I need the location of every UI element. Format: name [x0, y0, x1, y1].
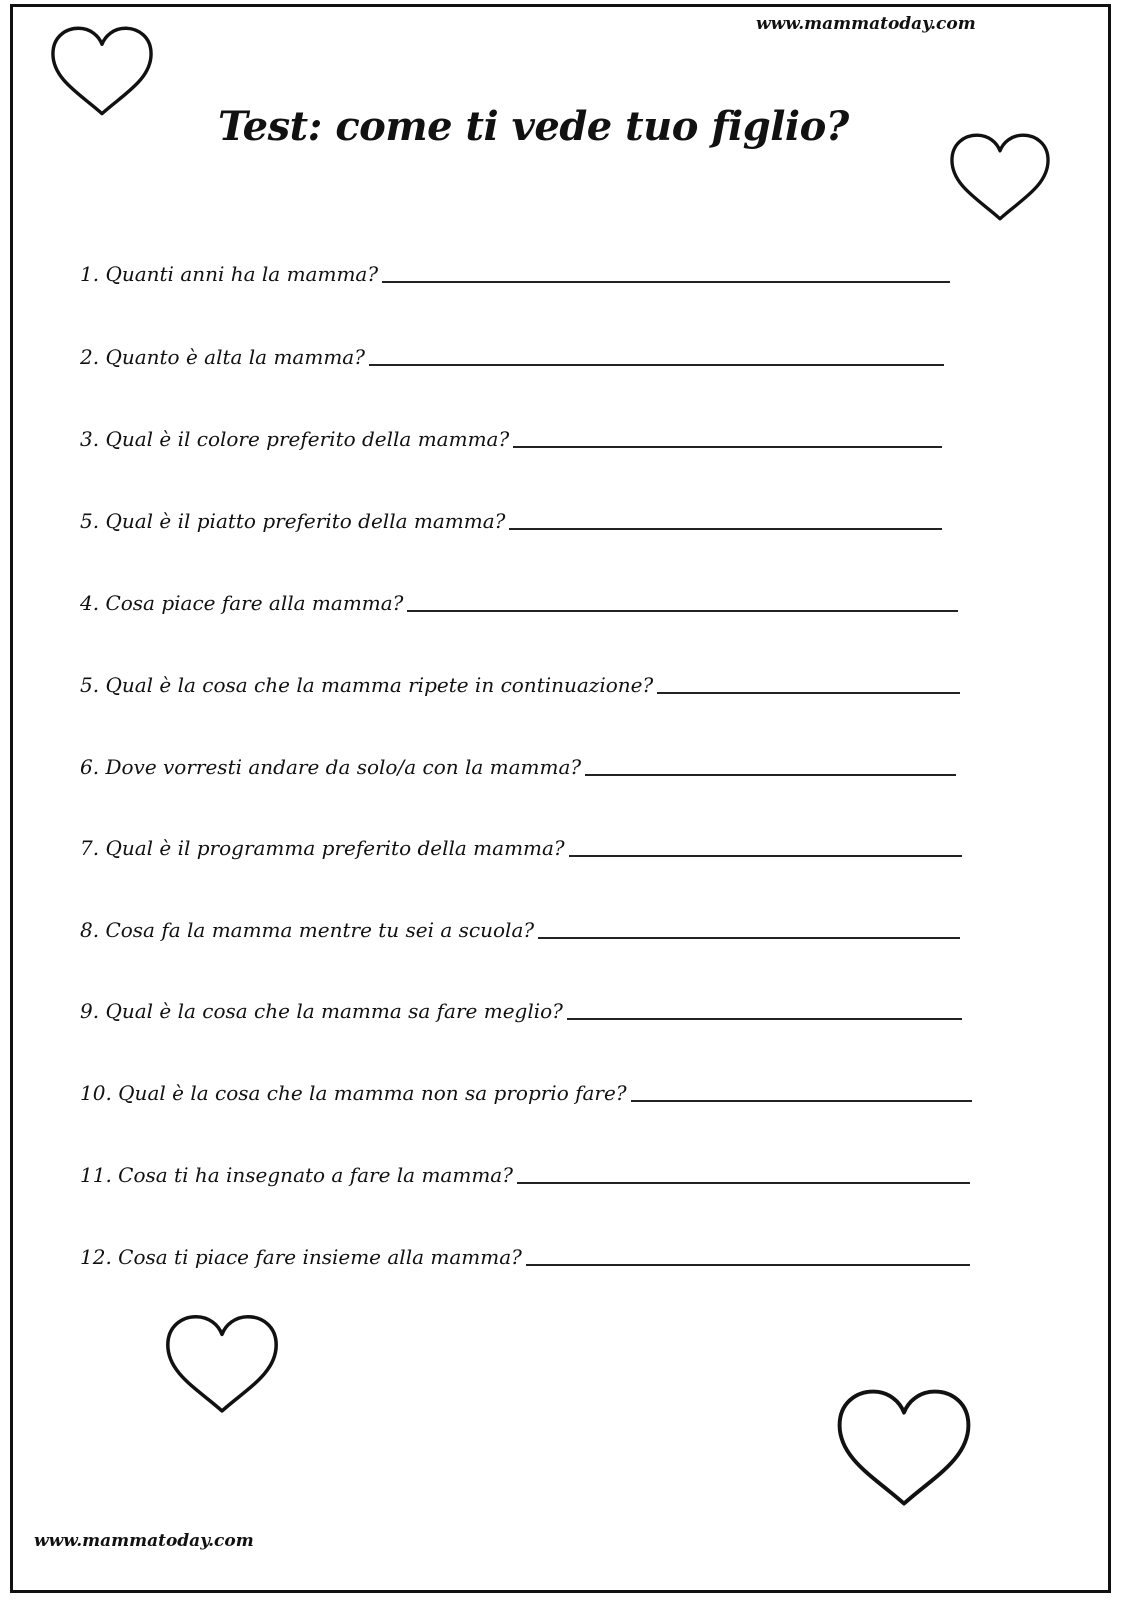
answer-line[interactable]	[382, 281, 950, 283]
question-row-3	[80, 421, 942, 451]
question-label: 9. Qual è la cosa che la mamma sa fare meglio?	[80, 999, 563, 1023]
site-url-header[interactable]: www.mammatoday.com	[756, 14, 976, 34]
question-row-4	[80, 503, 942, 533]
question-label: 1. Quanti anni ha la mamma?	[80, 262, 379, 286]
question-label: 5. Qual è la cosa che la mamma ripete in continuazione?	[80, 673, 654, 697]
answer-line[interactable]	[509, 528, 942, 530]
question-label: 8. Cosa fa la mamma mentre tu sei a scuola?	[80, 918, 535, 942]
question-row-5	[80, 585, 958, 615]
question-row-12	[80, 1157, 970, 1187]
heart-icon	[160, 1312, 284, 1418]
question-label: 5. Qual è il piatto preferito della mamma?	[80, 509, 506, 533]
answer-line[interactable]	[538, 937, 960, 939]
question-row-2	[80, 339, 944, 369]
question-row-6	[80, 667, 960, 697]
page-title: Test: come ti vede tuo figlio?	[218, 103, 849, 150]
answer-line[interactable]	[567, 1018, 962, 1020]
question-row-7	[80, 749, 956, 779]
answer-line[interactable]	[631, 1100, 972, 1102]
question-label: 10. Qual è la cosa che la mamma non sa proprio fare?	[80, 1081, 627, 1105]
site-url-footer[interactable]: www.mammatoday.com	[34, 1531, 254, 1551]
answer-line[interactable]	[657, 692, 960, 694]
question-label: 7. Qual è il programma preferito della mamma?	[80, 836, 565, 860]
question-row-13	[80, 1239, 970, 1269]
question-label: 11. Cosa ti ha insegnato a fare la mamma?	[80, 1163, 513, 1187]
heart-icon	[46, 24, 158, 120]
answer-line[interactable]	[369, 364, 944, 366]
answer-line[interactable]	[526, 1264, 970, 1266]
question-row-1	[80, 256, 950, 286]
question-row-11	[80, 1075, 972, 1105]
heart-icon	[946, 131, 1054, 225]
question-label: 6. Dove vorresti andare da solo/a con la mamma?	[80, 755, 582, 779]
answer-line[interactable]	[513, 446, 942, 448]
answer-line[interactable]	[517, 1182, 970, 1184]
answer-line[interactable]	[407, 610, 958, 612]
question-label: 2. Quanto è alta la mamma?	[80, 345, 365, 369]
question-label: 12. Cosa ti piace fare insieme alla mamma?	[80, 1245, 522, 1269]
question-row-10	[80, 993, 962, 1023]
question-label: 3. Qual è il colore preferito della mamma?	[80, 427, 510, 451]
question-row-8	[80, 830, 962, 860]
question-label: 4. Cosa piace fare alla mamma?	[80, 591, 404, 615]
answer-line[interactable]	[585, 774, 956, 776]
answer-line[interactable]	[569, 855, 962, 857]
question-row-9	[80, 912, 960, 942]
heart-icon	[831, 1386, 977, 1512]
